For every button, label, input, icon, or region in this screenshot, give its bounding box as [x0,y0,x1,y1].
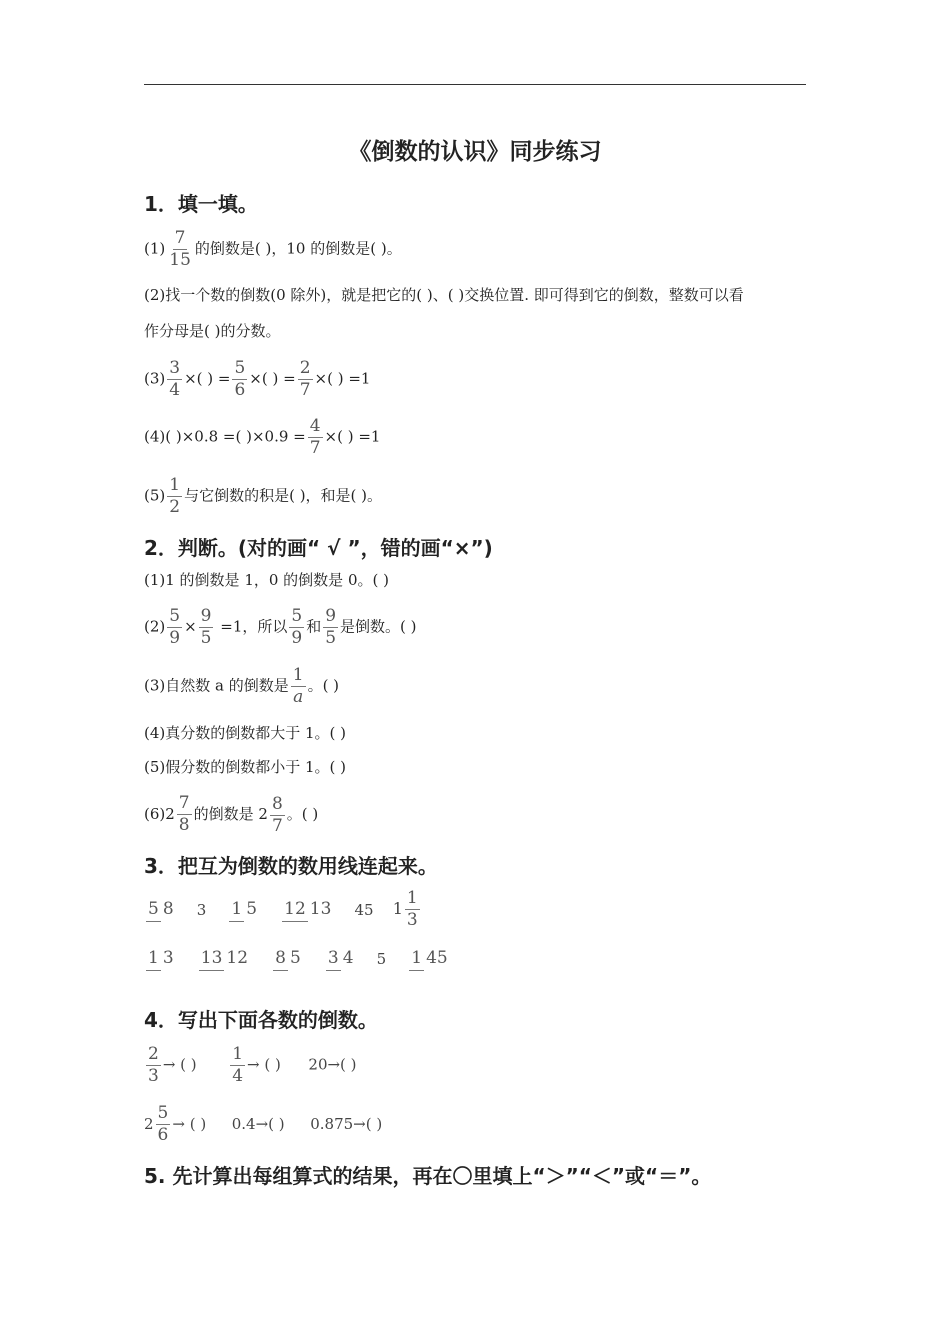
answer-blank: 0.4→( ) [231,1115,285,1133]
fraction: $\frac{2}{3}$ [148,1044,159,1086]
whole-part: 2 [144,1115,154,1133]
header-rule [144,84,806,85]
match-item: 5 [376,949,387,968]
q2-item-3 [144,667,339,706]
item-text: ×( ) =1 [324,427,381,446]
item-text: 。( ) [286,805,319,823]
page-title: 《倒数的认识》同步练习 [348,139,602,165]
q1-item-5 [144,477,382,516]
match-item: 3 [196,900,207,919]
item-text: 的倒数是 2 [193,805,268,823]
item-text: =1，所以 [215,617,288,636]
reciprocal-row-2 [144,1105,382,1144]
answer-blank: 20→( ) [308,1055,357,1074]
q2-item-5: (5)假分数的倒数都小于 1。( ) [144,758,347,776]
match-row-1 [144,890,422,929]
q2-item-6 [144,795,318,835]
match-item: 3 4 [326,950,356,967]
item-text: (3)自然数 a 的倒数是 [144,676,289,695]
item-text: (4)( )×0.8 =( )×0.9 = [144,427,306,446]
answer-blank: 0.875→( ) [310,1115,383,1133]
fraction: $\frac{1}{a}$ [292,665,304,707]
blank: ×( ) =1 [314,369,371,388]
item-text: 是倒数。( ) [340,617,417,636]
fraction: $\frac{5}{9}$ [291,606,303,648]
match-item: 45 [354,900,374,919]
fraction: $\frac{9}{5}$ [200,606,212,648]
q2-item-1: (1)1 的倒数是 1，0 的倒数是 0。( ) [144,571,389,589]
q1-item-1 [144,230,402,269]
item-number: (5) [144,486,166,505]
fraction: $\frac{7}{15}$ [169,228,191,270]
match-item: 1 45 [409,950,449,967]
item-number: (3) [144,369,166,388]
operator: × [184,617,197,636]
fraction: $\frac{8}{7}$ [271,793,283,836]
fraction: $\frac{3}{4}$ [169,358,181,400]
mixed-number [165,795,193,834]
fraction: $\frac{5}{6}$ [157,1103,169,1145]
section-3-heading: 3．把互为倒数的数用线连起来。 [144,854,438,878]
fraction: $\frac{1}{4}$ [232,1044,244,1086]
fraction: $\frac{5}{6}$ [234,358,246,400]
blank: ×( ) = [184,369,231,388]
q1-item-3 [144,360,370,399]
fraction: $\frac{2}{7}$ [299,358,311,400]
item-text: 和 [306,617,322,636]
fraction: $\frac{7}{8}$ [178,793,190,835]
whole-part: 1 [392,899,403,918]
fraction: $\frac{9}{5}$ [325,606,337,648]
answer-blank: → ( ) [162,1055,197,1074]
section-2-heading: 2．判断。(对的画“ √ ”，错的画“×”) [144,536,493,560]
q2-item-4: (4)真分数的倒数都大于 1。( ) [144,724,347,742]
match-row-2 [144,948,452,968]
item-text: 的倒数是( )，10 的倒数是( )。 [194,239,402,258]
fraction: $\frac{1}{2}$ [169,475,181,517]
fraction: $\frac{4}{7}$ [309,416,321,458]
section-4-heading: 4．写出下面各数的倒数。 [144,1008,378,1032]
match-item [393,890,422,929]
reciprocal-row-1 [144,1046,357,1085]
item-number: (2) [144,617,166,636]
item-number: (6) [144,805,166,823]
match-item: 1 5 [229,901,259,918]
item-text: 与它倒数的积是( )，和是( )。 [184,486,383,505]
section-5-heading: 5. 先计算出每组算式的结果，再在〇里填上“＞”“＜”或“＝”。 [144,1164,712,1188]
match-item: 5 8 [146,901,176,918]
q2-item-2 [144,608,417,647]
match-item: 13 12 [199,950,250,967]
blank: ×( ) = [249,369,296,388]
fraction: $\frac{5}{9}$ [169,606,181,648]
match-item: 8 5 [273,950,303,967]
q1-item-2: (2)找一个数的倒数(0 除外)，就是把它的( )、( )交换位置. 即可得到它的倒数，整数可以看 [144,286,744,304]
item-number: (1) [144,239,166,258]
fraction: $\frac{1}{3}$ [406,888,418,930]
match-item: 12 13 [282,901,333,918]
match-item: 1 3 [146,950,176,967]
variable: a [293,687,304,707]
q1-item-4 [144,418,380,457]
section-1-heading: 1．填一填。 [144,192,258,216]
answer-blank: → ( ) [172,1115,207,1133]
mixed-number [144,1105,172,1144]
item-text: 。( ) [307,676,340,695]
whole-part: 2 [165,805,175,823]
answer-blank: → ( ) [247,1055,281,1074]
q1-item-2-cont: 作分母是( )的分数。 [144,322,281,340]
